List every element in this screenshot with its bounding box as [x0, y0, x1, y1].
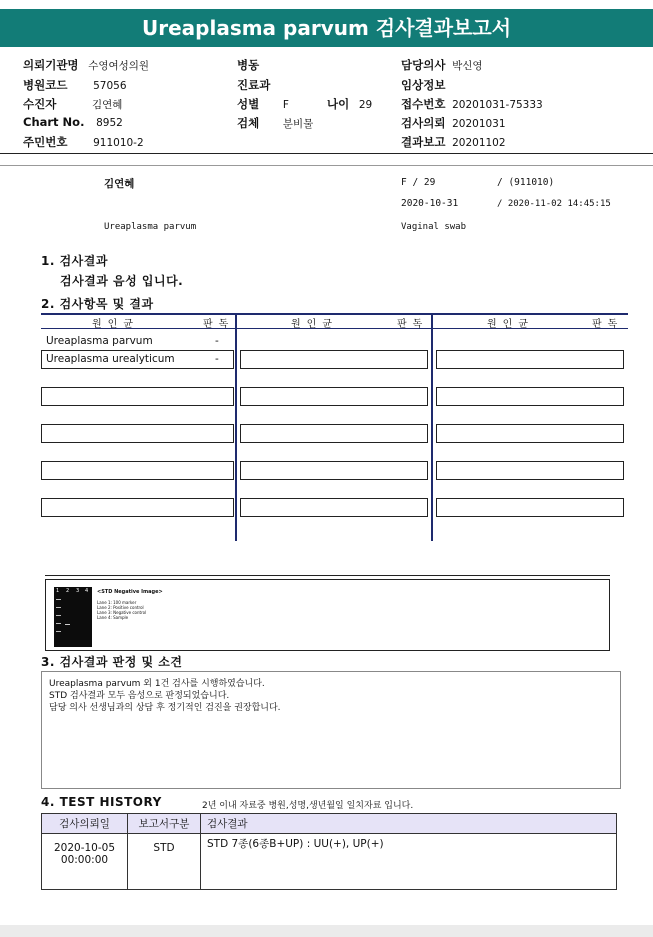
- opinion-line: STD 검사결과 모두 음성으로 판정되었습니다.: [49, 691, 230, 701]
- col3-judgement-header: 판독: [592, 319, 624, 330]
- gel-legend-title: <STD Negative Image>: [97, 589, 163, 595]
- hospital-code-label: 병원코드: [23, 78, 68, 92]
- patient-row: [23, 96, 122, 112]
- sex-label: 성별: [237, 97, 260, 111]
- empty-cell-box: [41, 424, 234, 443]
- item-name: Ureaplasma urealyticum: [46, 353, 175, 365]
- age-label: 나이: [327, 97, 350, 111]
- specimen-value: 분비물: [282, 118, 314, 130]
- empty-cell-box: [240, 498, 428, 517]
- specimen-row: [237, 115, 313, 131]
- section4-title: 4. TEST HISTORY: [41, 795, 162, 809]
- section1-title: 1. 검사결과: [41, 254, 108, 268]
- chart-no-label: Chart No.: [23, 115, 85, 129]
- gel-legend-item: Lane 3: Negative control: [97, 610, 147, 615]
- grid-divider-2: [431, 313, 433, 541]
- patient-value: 김연혜: [91, 99, 123, 111]
- history-header-date: 검사의뢰일: [42, 814, 128, 834]
- section1-result: 검사결과 음성 입니다.: [60, 274, 184, 288]
- ward-row: [237, 57, 259, 73]
- empty-cell-box: [41, 498, 234, 517]
- age-row: [327, 96, 372, 112]
- specimen-label: 검체: [237, 116, 260, 130]
- gel-legend-item: Lane 1: 100 marker: [97, 600, 137, 605]
- col2-judgement-header: 판독: [397, 319, 429, 330]
- patient-label: 수진자: [23, 97, 57, 111]
- sex-value: F: [282, 99, 289, 111]
- clinical-label: 임상정보: [401, 78, 446, 92]
- ward-label: 병동: [237, 58, 260, 72]
- empty-cell-box: [436, 387, 624, 406]
- section2-title: 2. 검사항목 및 결과: [41, 297, 154, 311]
- dept-label: 진료과: [237, 78, 271, 92]
- col3-pathogen-header: 원인균: [487, 319, 534, 330]
- history-row: [42, 834, 617, 890]
- gel-band: [56, 607, 61, 608]
- report-row: [401, 134, 506, 150]
- empty-cell-box: [436, 498, 624, 517]
- empty-cell-box: [436, 350, 624, 369]
- item-result: -: [215, 353, 219, 365]
- receipt-value: 20201031-75333: [452, 99, 543, 111]
- gel-legend: [97, 600, 146, 620]
- gel-band: [65, 624, 70, 625]
- gel-band: [56, 631, 61, 632]
- history-time: 00:00:00: [60, 854, 109, 866]
- empty-cell-box: [240, 424, 428, 443]
- gel-band: [56, 615, 61, 616]
- summary-test-name: Ureaplasma parvum: [104, 222, 197, 232]
- summary-name: 김연혜: [104, 178, 135, 190]
- col2-pathogen-header: 원인균: [291, 319, 338, 330]
- request-row: [401, 115, 506, 131]
- section3-title: 3. 검사결과 판정 및 소견: [41, 655, 183, 669]
- receipt-label: 접수번호: [401, 97, 446, 111]
- empty-cell-box: [240, 350, 428, 369]
- empty-cell-box: [41, 387, 234, 406]
- opinion-line: 담당 의사 선생님과의 상담 후 정기적인 검진을 권장합니다.: [49, 703, 281, 713]
- gel-lane-4: 4: [85, 588, 89, 594]
- summary-birth: / (911010): [497, 177, 555, 188]
- gel-lane-3: 3: [76, 588, 80, 594]
- request-label: 검사의뢰: [401, 116, 446, 130]
- rrn-label: 주민번호: [23, 135, 68, 149]
- summary-report-datetime: / 2020-11-02 14:45:15: [497, 199, 611, 209]
- history-date: 2020-10-05: [53, 842, 116, 854]
- header-divider: [0, 153, 653, 154]
- item-result: -: [215, 335, 219, 347]
- hospital-code-row: [23, 77, 127, 93]
- report-title: Ureaplasma parvum 검사결과보고서: [0, 9, 653, 47]
- doctor-label: 담당의사: [401, 58, 446, 72]
- age-value: 29: [358, 99, 373, 111]
- receipt-row: [401, 96, 543, 112]
- empty-cell-box: [240, 461, 428, 480]
- summary-request-date: 2020-10-31: [401, 198, 459, 209]
- chart-no-value: 8952: [96, 117, 123, 129]
- gel-lane-2: 2: [66, 588, 70, 594]
- history-result: STD 7종(6종B+UP) : UU(+), UP(+): [201, 834, 617, 890]
- empty-cell-box: [240, 387, 428, 406]
- history-header-result: 검사결과: [201, 814, 617, 834]
- summary-specimen: Vaginal swab: [401, 222, 467, 232]
- empty-cell-box: [436, 461, 624, 480]
- opinion-line: Ureaplasma parvum 외 1건 검사를 시행하였습니다.: [49, 679, 265, 689]
- report-value: 20201102: [452, 137, 506, 149]
- item-name: Ureaplasma parvum: [46, 335, 153, 347]
- sex-row: [237, 96, 289, 112]
- history-date-cell: [42, 834, 128, 890]
- col1-judgement-header: 판독: [203, 319, 235, 330]
- gel-legend-item: Lane 4: Sample: [97, 615, 129, 620]
- hospital-name-value: 수영여성의원: [88, 60, 150, 72]
- history-header-row: [42, 814, 617, 834]
- history-type: STD: [128, 834, 201, 890]
- doctor-value: 박신영: [452, 60, 483, 72]
- opinion-text: [49, 678, 281, 714]
- hospital-name-row: [23, 57, 149, 73]
- clinical-row: [401, 77, 445, 93]
- empty-cell-box: [41, 461, 234, 480]
- chart-no-row: [23, 115, 123, 129]
- history-note: 2년 이내 자료중 병원,성명,생년월일 일치자료 입니다.: [202, 801, 414, 811]
- rrn-row: [23, 134, 144, 150]
- summary-sex-age: F / 29: [401, 177, 436, 188]
- dept-row: [237, 77, 270, 93]
- hospital-code-value: 57056: [93, 80, 127, 92]
- gel-lane-1: 1: [56, 588, 64, 594]
- request-value: 20201031: [452, 118, 506, 130]
- rrn-value: 911010-2: [93, 137, 144, 149]
- history-table: [41, 813, 617, 890]
- gel-legend-item: Lane 2: Positive control: [97, 605, 144, 610]
- gel-top-rule: [45, 575, 610, 576]
- history-header-type: 보고서구분: [128, 814, 201, 834]
- gel-image: [54, 587, 92, 647]
- doctor-row: [401, 57, 483, 73]
- report-label: 결과보고: [401, 135, 446, 149]
- header-divider-2: [0, 165, 653, 166]
- col1-pathogen-header: 원인균: [92, 319, 139, 330]
- empty-cell-box: [436, 424, 624, 443]
- gel-band: [56, 623, 61, 624]
- hospital-name-label: 의뢰기관명: [23, 58, 79, 72]
- gel-band: [56, 599, 61, 600]
- grid-divider-1: [235, 313, 237, 541]
